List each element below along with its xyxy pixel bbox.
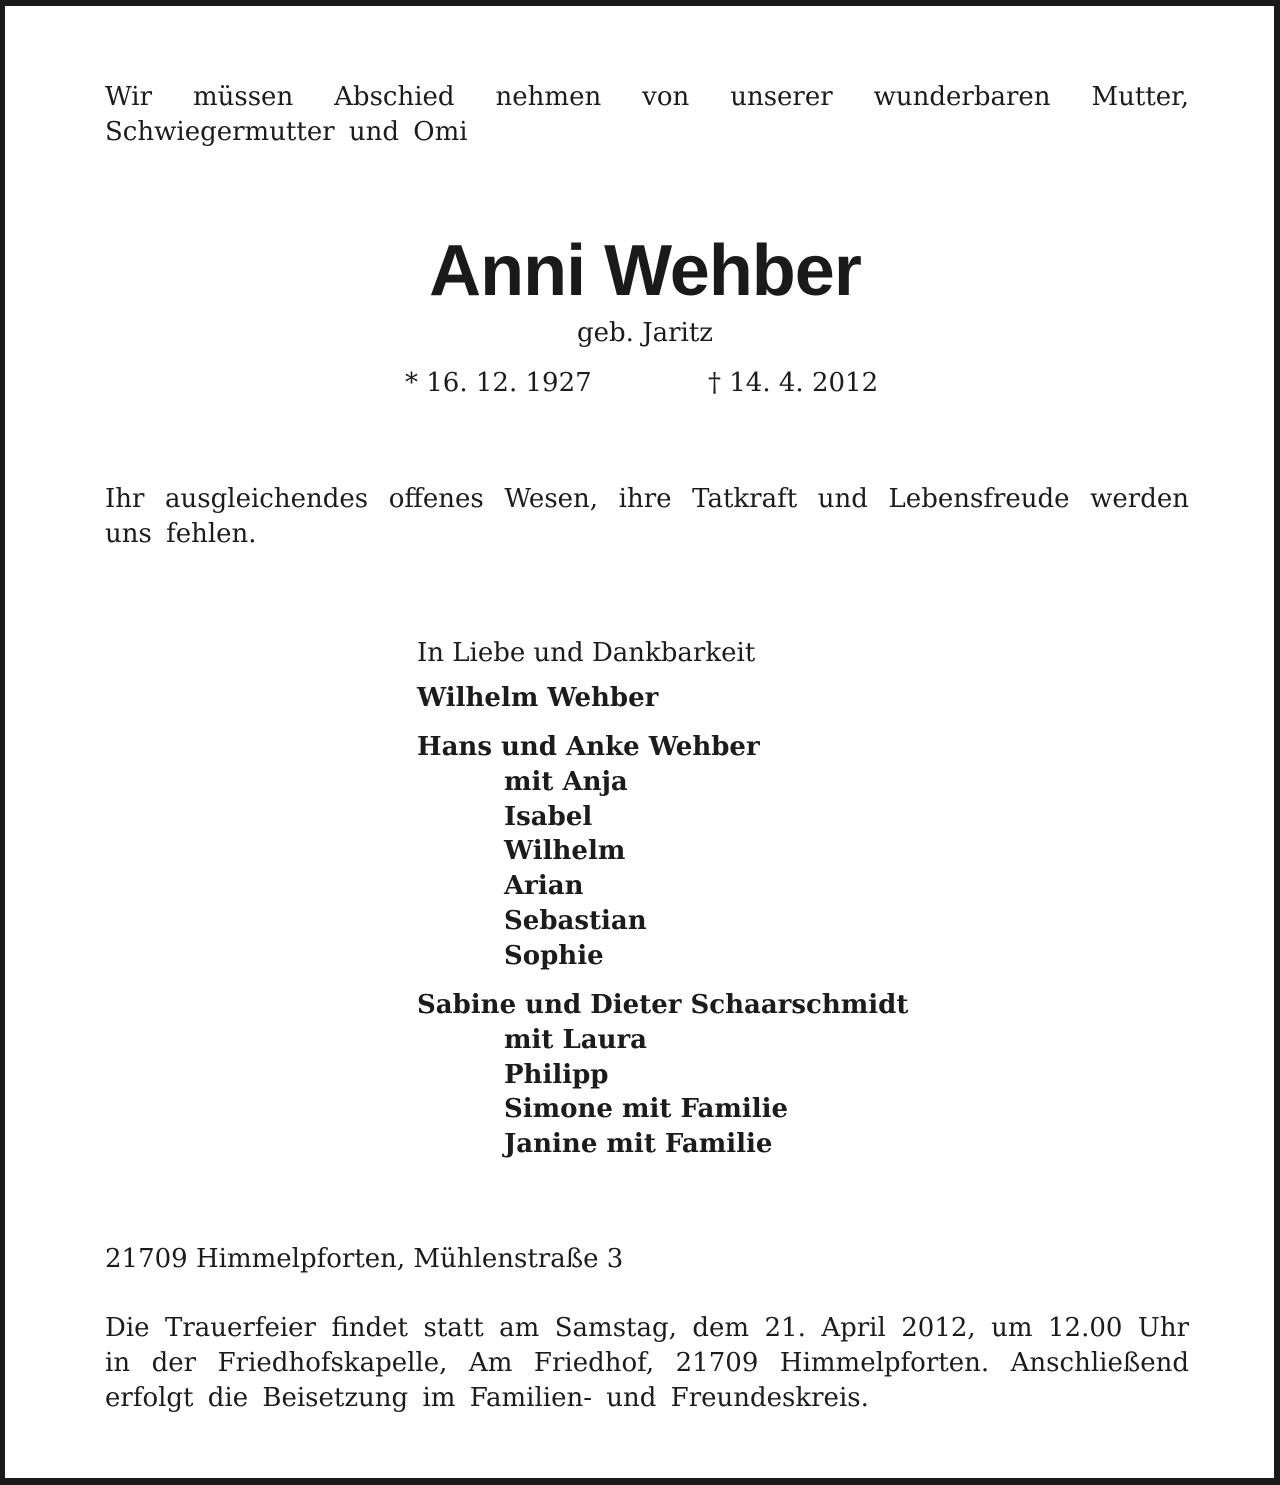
deceased-name: Anni Wehber xyxy=(429,231,861,311)
maiden-name: geb. Jaritz xyxy=(576,318,714,348)
birth-date: * 16. 12. 1927 xyxy=(405,368,592,398)
grandchild: mit Anja xyxy=(504,767,628,798)
mourner-spouse: Wilhelm Wehber xyxy=(417,682,659,713)
grandchild: Wilhelm xyxy=(504,836,626,867)
grandchild: Philipp xyxy=(504,1059,609,1090)
life-dates xyxy=(5,366,1280,400)
grandchild: Isabel xyxy=(504,801,593,832)
grandchild: Janine mit Familie xyxy=(504,1128,773,1159)
ceremony-info: Die Trauerfeier findet statt am Samstag, dem 21. April 2012, um 12.00 Uhr in der Friedhofskapelle, Am Friedhof, 21709 Himmelpforten. Anschließend erfolgt die Beisetzung im Familien- und Freundeskreis. xyxy=(105,1313,1189,1413)
intro-text: Wir müssen Abschied nehmen von unserer wunderbaren Mutter, Schwiegermutter und Omi xyxy=(105,82,1189,147)
grandchild: Simone mit Familie xyxy=(504,1094,789,1125)
address: 21709 Himmelpforten, Mühlenstraße 3 xyxy=(105,1244,624,1274)
death-date: † 14. 4. 2012 xyxy=(708,368,879,398)
mourner-family-1: Hans und Anke Wehber xyxy=(417,732,760,763)
mourners-heading: In Liebe und Dankbarkeit xyxy=(417,638,756,668)
grandchild: Sebastian xyxy=(504,905,647,936)
grandchild: Arian xyxy=(504,871,584,902)
grandchild: Sophie xyxy=(504,940,604,971)
tribute-text: Ihr ausgleichendes offenes Wesen, ihre Tatkraft und Lebensfreude werden uns fehlen. xyxy=(105,484,1189,549)
mourner-family-2: Sabine und Dieter Schaarschmidt xyxy=(417,990,909,1021)
grandchild: mit Laura xyxy=(504,1024,648,1055)
mourners-list xyxy=(417,636,1117,1162)
